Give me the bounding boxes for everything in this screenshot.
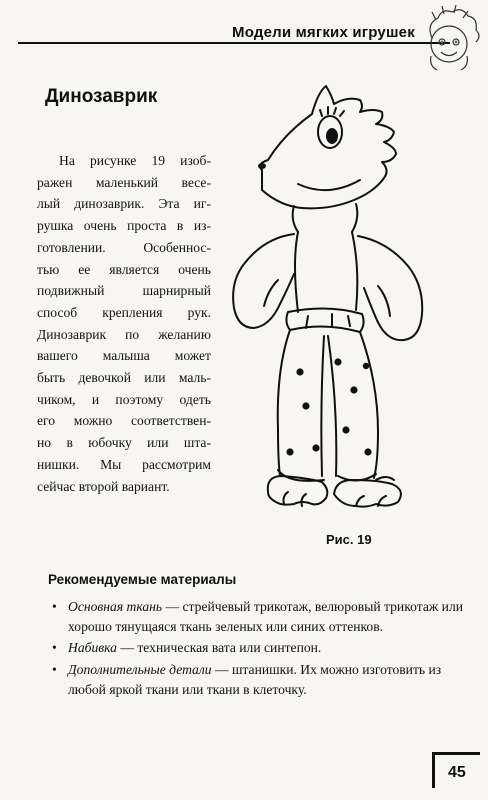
intro-paragraph bbox=[37, 150, 211, 497]
material-term: Набивка bbox=[68, 640, 117, 656]
intro-line: На рисунке 19 изоб- bbox=[59, 153, 211, 168]
materials-list bbox=[52, 597, 482, 701]
material-description: — техническая вата или синтепон. bbox=[116, 640, 322, 656]
material-description: — штанишки. Их можно изготовить из любой яркой ткани или ткани в клеточку. bbox=[68, 661, 442, 697]
intro-line: готовлении. Особеннос- bbox=[37, 239, 211, 255]
page-number: 45 bbox=[448, 764, 466, 781]
material-term: Дополнительные детали bbox=[68, 661, 212, 677]
running-header-title: Модели мягких игрушек bbox=[232, 24, 415, 41]
intro-line: подвижный шарнирный bbox=[37, 283, 211, 299]
intro-line: сейчас второй вариант. bbox=[37, 478, 170, 494]
page-number-frame-vertical bbox=[432, 752, 435, 788]
dinosaur-toy-illustration bbox=[228, 66, 462, 522]
figure-caption: Рис. 19 bbox=[326, 532, 372, 547]
intro-line: тью ее является очень bbox=[37, 261, 211, 277]
intro-line: лый динозаврик. Эта иг- bbox=[37, 196, 211, 212]
header-rule bbox=[18, 42, 450, 44]
list-item bbox=[52, 638, 482, 658]
section-title: Динозаврик bbox=[45, 86, 158, 107]
list-item bbox=[52, 597, 482, 637]
intro-line: но в юбочку или шта- bbox=[37, 435, 211, 451]
material-description: — стрейчевый трикотаж, велюровый трикотаж или хорошо тянущаяся ткань зеленых или синих оттенков. bbox=[68, 599, 463, 635]
intro-line: вашего малыша может bbox=[37, 348, 211, 364]
intro-line: нишки. Мы рассмотрим bbox=[37, 456, 211, 472]
list-item bbox=[52, 660, 482, 700]
intro-line: Динозаврик по желанию bbox=[37, 326, 211, 342]
intro-line: быть девочкой или маль- bbox=[37, 370, 211, 386]
intro-line: ражен маленький весе- bbox=[37, 174, 211, 190]
doll-head-icon bbox=[418, 4, 480, 74]
intro-line: его можно соответствен- bbox=[37, 413, 211, 429]
page-number-frame-horizontal bbox=[434, 752, 480, 755]
intro-line: чиком, и поэтому одеть bbox=[37, 391, 211, 407]
intro-line: рушка очень проста в из- bbox=[37, 218, 211, 234]
material-term: Основная ткань bbox=[68, 599, 163, 614]
materials-heading: Рекомендуемые материалы bbox=[48, 572, 237, 587]
intro-line: способ крепления рук. bbox=[37, 304, 211, 320]
